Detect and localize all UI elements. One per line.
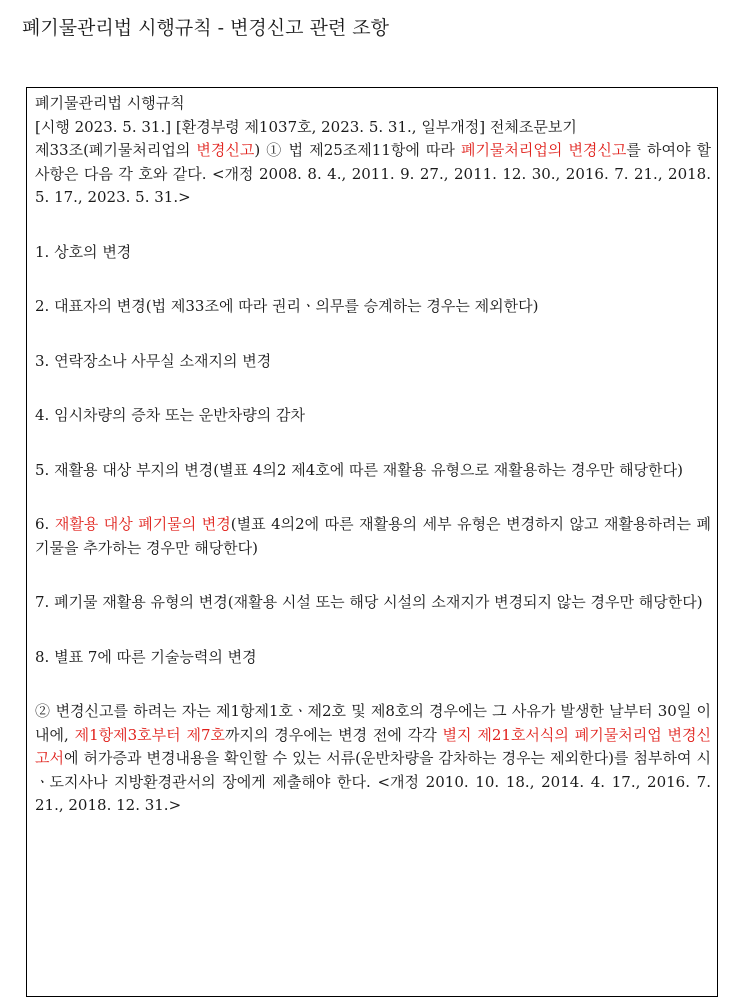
highlight-business-change-report: 폐기물처리업의 변경신고 [460, 141, 627, 159]
list-item-6-number: 6. [35, 515, 55, 533]
list-item-7: 7. 폐기물 재활용 유형의 변경(재활용 시설 또는 해당 시설의 소재지가 변경되지 않는 경우만 해당한다) [35, 593, 703, 611]
list-item-4: 4. 임시차량의 증차 또는 운반차량의 감차 [35, 406, 305, 424]
enforcement-info: [시행 2023. 5. 31.] [환경부령 제1037호, 2023. 5. 31., 일부개정] 전체조문보기 [35, 117, 577, 136]
paragraph-2-part-1: ② 변경신고를 하려는 자는 제1항제1호ㆍ제2호 및 제8호의 경우에는 그 사유가 발생한 날부터 30일 이내에, [35, 702, 711, 744]
highlight-items-3-to-7: 제1항제3호부터 제7호 [74, 725, 225, 744]
list-item-1: 1. 상호의 변경 [35, 242, 132, 261]
list-item-2: 2. 대표자의 변경(법 제33조에 따라 권리ㆍ의무를 승계하는 경우는 제외한다) [35, 297, 539, 315]
law-name: 폐기물관리법 시행규칙 [35, 94, 185, 112]
list-item-6 [35, 513, 711, 560]
highlight-change-report: 변경신고 [196, 141, 255, 159]
list-item-8: 8. 별표 7에 따른 기술능력의 변경 [35, 647, 257, 666]
list-item-3: 3. 연락장소나 사무실 소재지의 변경 [35, 351, 272, 370]
highlight-form-21: 별지 제21호서식의 폐기물처리업 변경신고서 [35, 725, 711, 767]
article-33-paragraph-2 [35, 700, 711, 818]
article-33-middle: ) ① 법 제25조제11항에 따라 [254, 141, 461, 159]
paragraph-2-part-2: 까지의 경우에는 변경 전에 각각 [224, 725, 443, 744]
article-33-prefix: 제33조(폐기물처리업의 [35, 141, 197, 159]
article-33-suffix: 를 하여야 할 사항은 다음 각 호와 같다. <개정 2008. 8. 4., 2011. 9. 27., 2011. 12. 30., 2016. 7. 21., 2018. 5. 17., 2023. 5. 31.> [35, 141, 711, 206]
page-title: 폐기물관리법 시행규칙 - 변경신고 관련 조항 [22, 17, 389, 39]
paragraph-2-part-3: 에 허가증과 변경내용을 확인할 수 있는 서류(운반차량을 감차하는 경우는 제외한다)를 첨부하여 시ㆍ도지사나 지방환경관서의 장에게 제출해야 한다. <개정 2010. 10. 18., 2014. 4. 17., 2016. 7. 21., 2018. 12. 31.> [35, 749, 711, 814]
article-33-paragraph-1 [35, 139, 711, 210]
highlight-recycling-waste-change: 재활용 대상 폐기물의 변경 [54, 515, 231, 533]
law-article-box [26, 87, 718, 997]
list-item-5: 5. 재활용 대상 부지의 변경(별표 4의2 제4호에 따른 재활용 유형으로 재활용하는 경우만 해당한다) [35, 460, 683, 479]
list-item-6-rest: (별표 4의2에 따른 재활용의 세부 유형은 변경하지 않고 재활용하려는 폐기물을 추가하는 경우만 해당한다) [35, 515, 711, 557]
